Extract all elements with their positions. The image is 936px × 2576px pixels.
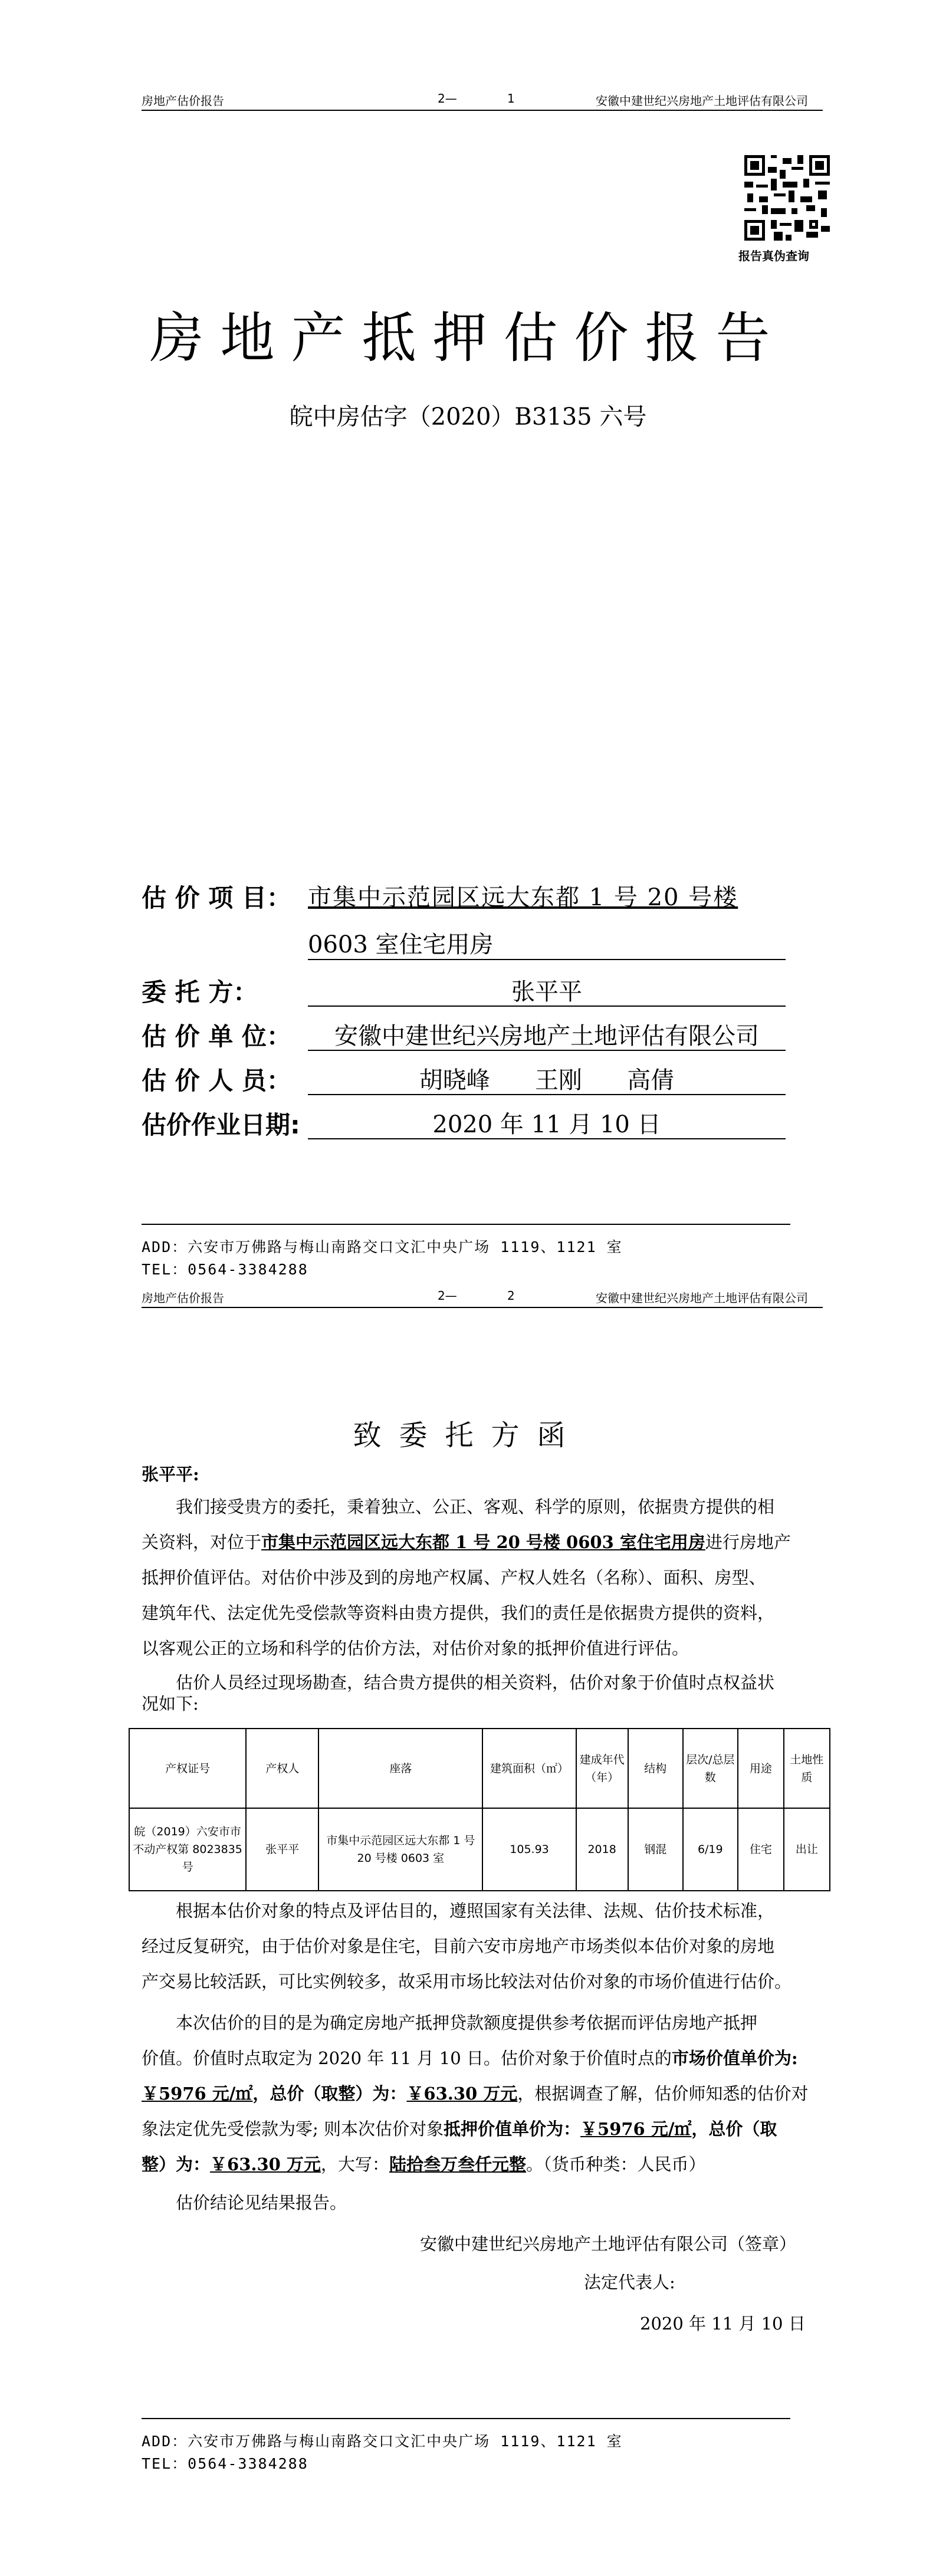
staff-value: 胡晓峰 王刚 高倩 [419, 1067, 675, 1094]
table-cell: 市集中示范园区远大东都 1 号 20 号楼 0603 室 [318, 1808, 482, 1891]
table-cell: 2018 [576, 1808, 628, 1891]
p1-line4: 建筑年代、法定优先受偿款等资料由贵方提供，我们的责任是依据贵方提供的资料， [142, 1603, 775, 1623]
p4-line4 [142, 2111, 830, 2147]
footer-rule [142, 1224, 790, 1225]
table-row [129, 1808, 830, 1891]
mortgage-total: ￥63.30 万元 [210, 2154, 321, 2174]
amount-in-words: 陆拾叁万叁仟元整 [389, 2154, 526, 2174]
market-total: ￥63.30 万元 [406, 2084, 518, 2104]
legal-representative: 法定代表人: [584, 2272, 675, 2292]
mortgage-total-label: ，总价（取 [691, 2119, 777, 2139]
table-header: 座落 [318, 1729, 482, 1808]
header-center: 2— [438, 1289, 457, 1303]
table-cell: 6/19 [683, 1808, 738, 1891]
p2-line2: 况如下: [142, 1694, 199, 1714]
property-table [129, 1728, 830, 1891]
paragraph-2 [142, 1672, 830, 1714]
p4-line5 [142, 2147, 830, 2182]
header-rule [142, 110, 823, 111]
salutation: 张平平: [142, 1464, 199, 1484]
table-header-row [129, 1729, 830, 1808]
market-total-label: ，总价（取整）为： [252, 2084, 407, 2104]
table-cell: 张平平 [246, 1808, 318, 1891]
table-header: 建筑面积（㎡） [482, 1729, 576, 1808]
mortgage-total-label-end: 整）为： [142, 2154, 211, 2174]
header-page-number: 2 [507, 1289, 515, 1303]
table-cell: 出让 [784, 1808, 830, 1891]
project-value-line2: 0603 室住宅用房 [308, 931, 494, 958]
p4-line1: 本次估价的目的是为确定房地产抵押贷款额度提供参考依据而评估房地产抵押 [176, 2013, 758, 2033]
property-address: 市集中示范园区远大东都 1 号 20 号楼 0603 室住宅用房 [261, 1532, 705, 1552]
p4-text: ，根据调查了解，估价师知悉的估价对 [517, 2084, 809, 2104]
paragraph-5: 估价结论见结果报告。 [176, 2193, 347, 2213]
paragraph-1 [142, 1489, 830, 1666]
org-underline [308, 1050, 786, 1051]
report-title: 房地产抵押估价报告 [149, 307, 787, 370]
letter-date: 2020 年 11 月 10 日 [640, 2314, 806, 2334]
p1-text: 进行房地产 [705, 1532, 791, 1552]
p4-line2 [142, 2041, 830, 2076]
p3-line3: 产交易比较活跃，可比实例较多，故采用市场比较法对估价对象的市场价值进行估价。 [142, 1972, 792, 1992]
staff-label: 估 价 人 员： [142, 1066, 291, 1095]
table-header: 产权人 [246, 1729, 318, 1808]
p2-line1: 估价人员经过现场勘查，结合贵方提供的相关资料，估价对象于价值时点权益状 [176, 1673, 775, 1693]
date-underline [308, 1138, 786, 1139]
header-rule [142, 1307, 823, 1308]
p4-line3 [142, 2076, 830, 2111]
paragraph-4 [142, 2005, 830, 2182]
p4-text: 价值。价值时点取定为 2020 年 11 月 10 日。估价对象于价值时点的 [142, 2048, 672, 2068]
staff-underline [308, 1094, 786, 1095]
footer-address: ADD：六安市万佛路与梅山南路交口文汇中央广场 1119、1121 室 [142, 2433, 623, 2450]
p4-text: 。（货币种类：人民币） [526, 2154, 706, 2174]
header-right: 安徽中建世纪兴房地产土地评估有限公司 [596, 94, 808, 108]
signer: 安徽中建世纪兴房地产土地评估有限公司（签章） [420, 2234, 797, 2254]
market-unit-price-label: 市场价值单价为: [671, 2048, 798, 2068]
project-label: 估 价 项 目： [142, 883, 291, 912]
p1-line2 [142, 1524, 830, 1560]
qr-code-icon[interactable] [744, 155, 830, 241]
project-value-line1: 市集中示范园区远大东都 1 号 20 号楼 [308, 884, 738, 911]
header-page-number: 1 [507, 91, 515, 106]
table-cell: 105.93 [482, 1808, 576, 1891]
mortgage-unit-price-label: 抵押价值单价为： [444, 2119, 581, 2139]
p1-line3: 抵押价值评估。对估价中涉及到的房地产权属、产权人姓名（名称）、面积、房型、 [142, 1568, 766, 1588]
table-cell: 住宅 [738, 1808, 784, 1891]
table-header: 建成年代（年） [576, 1729, 628, 1808]
qr-caption: 报告真伪查询 [738, 249, 809, 263]
p1-text: 关资料，对位于 [142, 1532, 262, 1552]
p3-line1: 根据本估价对象的特点及评估目的，遵照国家有关法律、法规、估价技术标准， [176, 1901, 775, 1921]
date-value: 2020 年 11 月 10 日 [432, 1111, 661, 1138]
p1-line1: 我们接受贵方的委托，秉着独立、公正、客观、科学的原则，依据贵方提供的相 [176, 1497, 775, 1517]
table-header: 结构 [628, 1729, 683, 1808]
footer-tel: TEL：0564-3384288 [142, 2455, 308, 2472]
header-left: 房地产估价报告 [142, 94, 224, 108]
org-label: 估 价 单 位： [142, 1022, 291, 1051]
header-center: 2— [438, 91, 457, 106]
table-header: 产权证号 [129, 1729, 246, 1808]
table-cell: 钢混 [628, 1808, 683, 1891]
letter-title: 致委托方函 [353, 1419, 583, 1452]
date-label: 估价作业日期: [142, 1110, 300, 1139]
paragraph-3 [142, 1893, 830, 1999]
p1-line5: 以客观公正的立场和科学的估价方法，对估价对象的抵押价值进行评估。 [142, 1638, 689, 1658]
table-header: 土地性质 [784, 1729, 830, 1808]
p4-text: ，大写： [320, 2154, 389, 2174]
org-value: 安徽中建世纪兴房地产土地评估有限公司 [334, 1023, 759, 1050]
table-header: 用途 [738, 1729, 784, 1808]
mortgage-unit-price: ￥5976 元/㎡ [580, 2119, 692, 2139]
p4-text: 象法定优先受偿款为零; 则本次估价对象 [142, 2119, 444, 2139]
header-left: 房地产估价报告 [142, 1291, 224, 1305]
p3-line2: 经过反复研究，由于估价对象是住宅，目前六安市房地产市场类似本估价对象的房地 [142, 1936, 775, 1956]
document-number: 皖中房估字（2020）B3135 六号 [289, 403, 647, 431]
client-label: 委 托 方： [142, 978, 258, 1007]
table-header: 层次/总层数 [683, 1729, 738, 1808]
footer-rule [142, 2418, 790, 2419]
footer-tel: TEL：0564-3384288 [142, 1261, 308, 1278]
table-cell: 皖（2019）六安市市不动产权第 8023835 号 [129, 1808, 246, 1891]
project-underline [308, 959, 786, 960]
client-value: 张平平 [511, 978, 582, 1006]
market-unit-price: ￥5976 元/㎡ [142, 2084, 253, 2104]
header-right: 安徽中建世纪兴房地产土地评估有限公司 [596, 1291, 808, 1305]
footer-address: ADD：六安市万佛路与梅山南路交口文汇中央广场 1119、1121 室 [142, 1238, 623, 1256]
client-underline [308, 1006, 786, 1007]
